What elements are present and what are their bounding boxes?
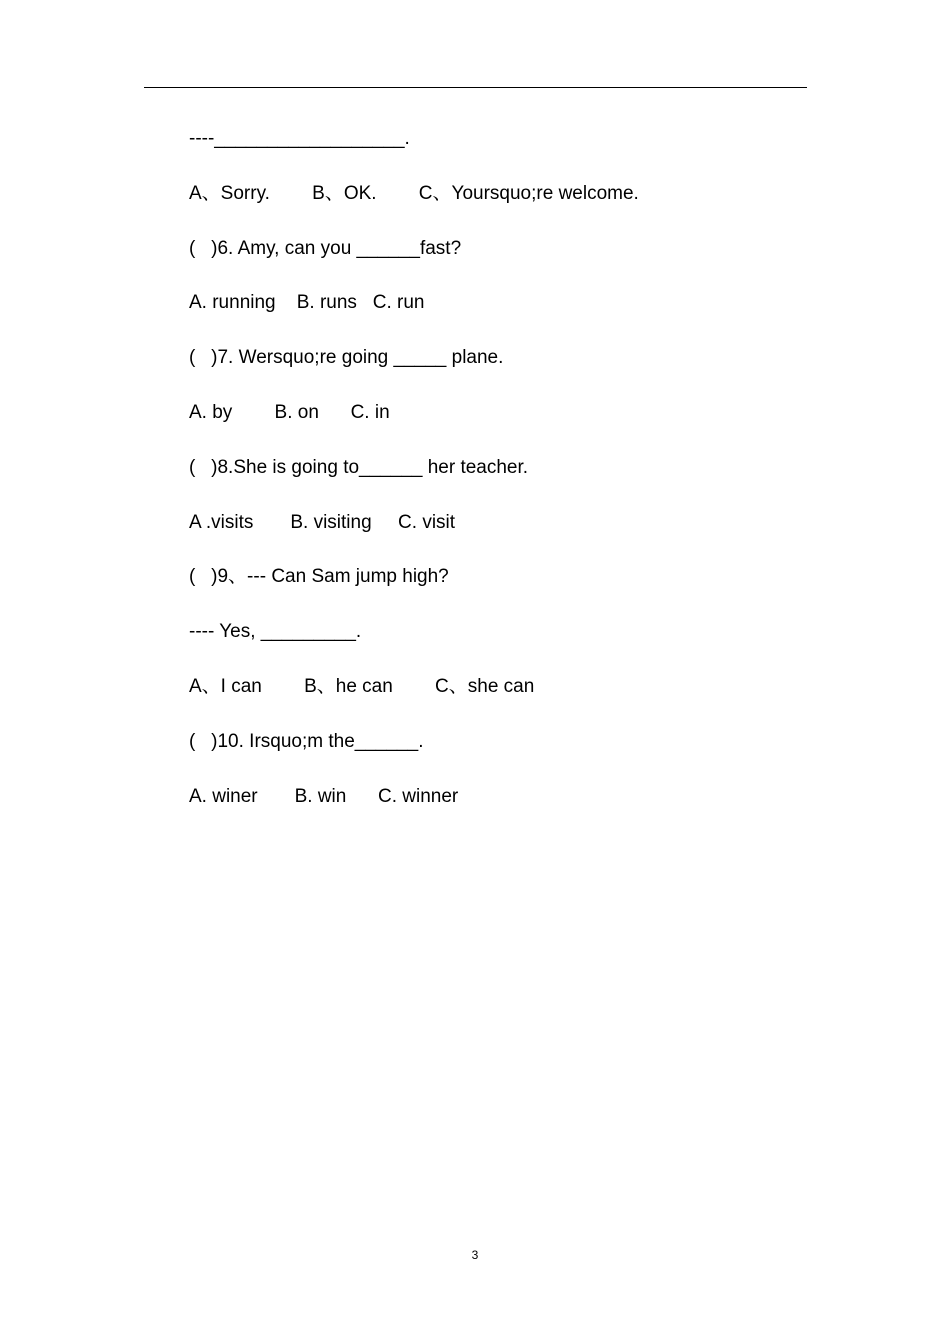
options-q7: A. by B. on C. in (189, 401, 390, 423)
header-rule (144, 87, 807, 88)
question-10: ( )10. Irsquo;m the______. (189, 730, 424, 752)
question-7: ( )7. Wersquo;re going _____ plane. (189, 347, 504, 369)
question-8: ( )8.She is going to______ her teacher. (189, 456, 529, 478)
options-q5: A、Sorry. B、OK. C、Yoursquo;re welcome. (189, 182, 639, 204)
answer-q9: ---- Yes, _________. (189, 621, 362, 643)
document-body (189, 124, 809, 836)
question-6: ( )6. Amy, can you ______fast? (189, 237, 462, 259)
options-q8: A .visits B. visiting C. visit (189, 511, 456, 533)
question-9: ( )9、--- Can Sam jump high? (189, 566, 449, 588)
options-q10: A. winer B. win C. winner (189, 785, 459, 807)
options-q9: A、I can B、he can C、she can (189, 675, 535, 697)
page-number: 3 (471, 1248, 479, 1262)
answer-blank-line: ----__________________. (189, 128, 410, 149)
options-q6: A. running B. runs C. run (189, 292, 425, 314)
